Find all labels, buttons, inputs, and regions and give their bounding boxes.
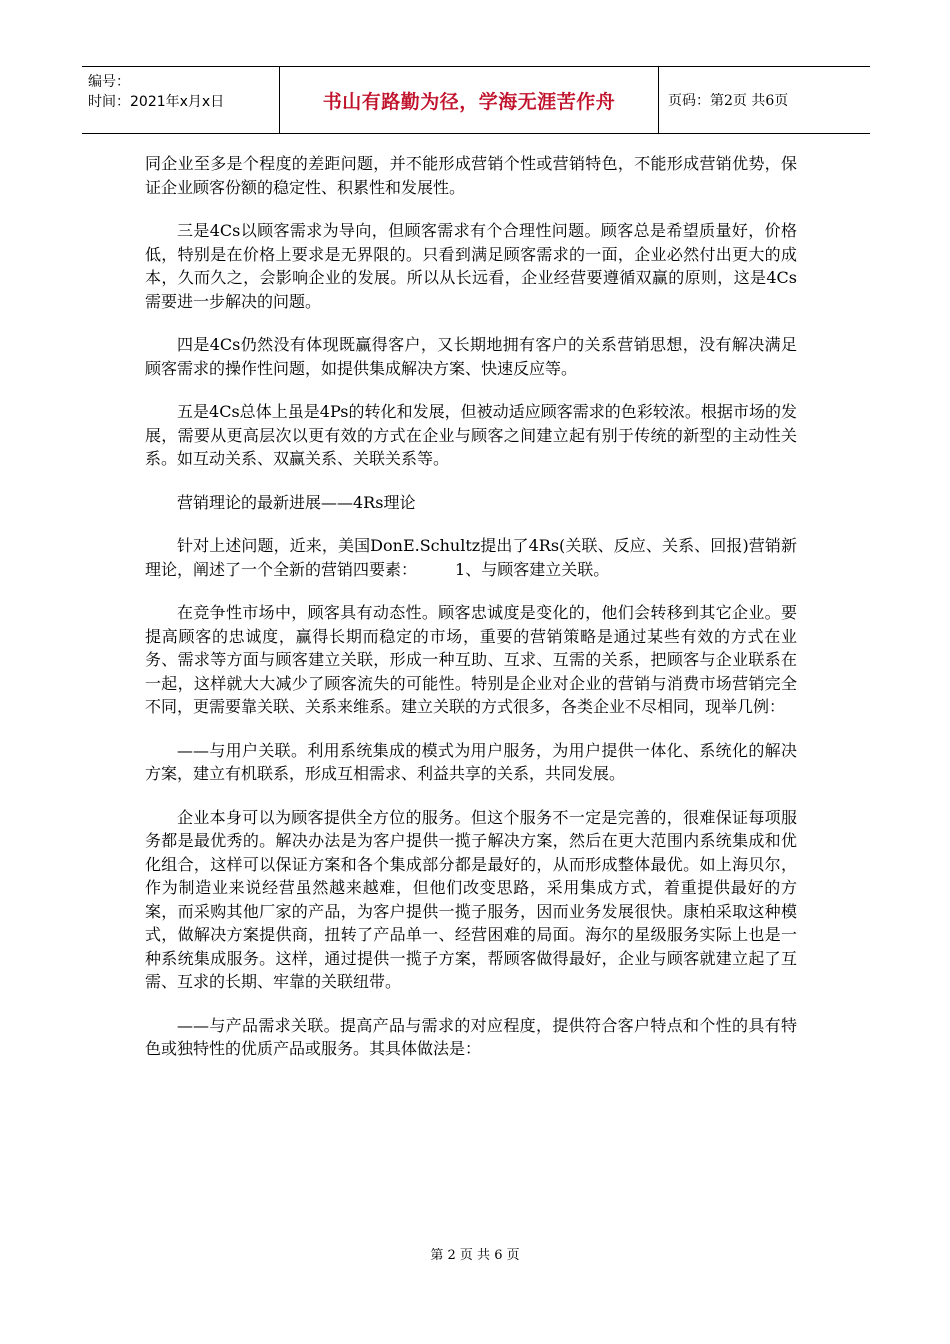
page-footer: 第 2 页 共 6 页 — [430, 1248, 520, 1263]
body-paragraph: ——与用户关联。利用系统集成的模式为用户服务，为用户提供一体化、系统化的解决方案，建立有机联系，形成互相需求、利益共享的关系，共同发展。 — [145, 740, 797, 783]
body-paragraph: 四是4Cs仍然没有体现既赢得客户，又长期地拥有客户的关系营销思想，没有解决满足顾客需求的操作性问题，如提供集成解决方案、快速反应等。 — [145, 335, 797, 378]
header-motto: 书山有路勤为径，学海无涯苦作舟 — [322, 90, 616, 113]
header-motto-cell — [279, 67, 659, 133]
document-number-label: 编号： — [88, 74, 130, 90]
document-date-label: 时间：2021年x月x日 — [88, 94, 225, 110]
body-paragraph: 在竞争性市场中，顾客具有动态性。顾客忠诚度是变化的，他们会转移到其它企业。要提高顾客的忠诚度，赢得长期而稳定的市场，重要的营销策略是通过某些有效的方式在业务、需求等方面与顾客建立关联，形成一种互助、互求、互需的关系，把顾客与企业联系在一起，这样就大大减少了顾客流失的可能性。特别是企业对企业的营销与消费市场营销完全不同，更需要靠关联、关系来维系。建立关联的方式很多，各类企业不尽相同，现举几例： — [145, 603, 797, 716]
section-heading: 营销理论的最新进展——4Rs理论 — [177, 492, 416, 512]
body-paragraph: 企业本身可以为顾客提供全方位的服务。但这个服务不一定是完善的，很难保证每项服务都是最优秀的。解决办法是为客户提供一揽子解决方案，然后在更大范围内系统集成和优化组合，这样可以保证方案和各个集成部分都是最好的，从而形成整体最优。如上海贝尔，作为制造业来说经营虽然越来越难，但他们改变思路，采用集成方式，着重提供最好的方案，而采购其他厂家的产品，为客户提供一揽子服务，因而业务发展很快。康柏采取这种模式，做解决方案提供商，扭转了产品单一、经营困难的局面。海尔的星级服务实际上也是一种系统集成服务。这样，通过提供一揽子方案，帮顾客做得最好，企业与顾客就建立起了互需、互求的长期、牢靠的关联纽带。 — [145, 807, 797, 991]
list-item-heading: 1、与顾客建立关联。 — [455, 559, 610, 579]
body-paragraph: 同企业至多是个程度的差距问题，并不能形成营销个性或营销特色，不能形成营销优势，保证企业顾客份额的稳定性、积累性和发展性。 — [145, 154, 797, 197]
header-meta — [88, 72, 298, 112]
header-page-label: 页码：第2页 共6页 — [668, 93, 789, 109]
body-paragraph: ——与产品需求关联。提高产品与需求的对应程度，提供符合客户特点和个性的具有特色或独特性的优质产品或服务。其具体做法是： — [145, 1015, 797, 1058]
page-header — [82, 66, 870, 134]
body-paragraph-text: 针对上述问题，近来，美国DonE.Schultz提出了4Rs(关联、反应、关系、回报)营销新理论，阐述了一个全新的营销四要素： — [145, 536, 797, 579]
body-paragraph: 五是4Cs总体上虽是4Ps的转化和发展，但被动适应顾客需求的色彩较浓。根据市场的发展，需要从更高层次以更有效的方式在企业与顾客之间建立起有别于传统的新型的主动性关系。如互动关系、双赢关系、关联关系等。 — [145, 402, 797, 468]
body-paragraph — [145, 534, 797, 581]
document-body — [145, 152, 797, 1081]
body-paragraph: 三是4Cs以顾客需求为导向，但顾客需求有个合理性问题。顾客总是希望质量好，价格低，特别是在价格上要求是无界限的。只看到满足顾客需求的一面，企业必然付出更大的成本，久而久之，会影响企业的发展。所以从长远看，企业经营要遵循双赢的原则，这是4Cs需要进一步解决的问题。 — [145, 221, 797, 311]
